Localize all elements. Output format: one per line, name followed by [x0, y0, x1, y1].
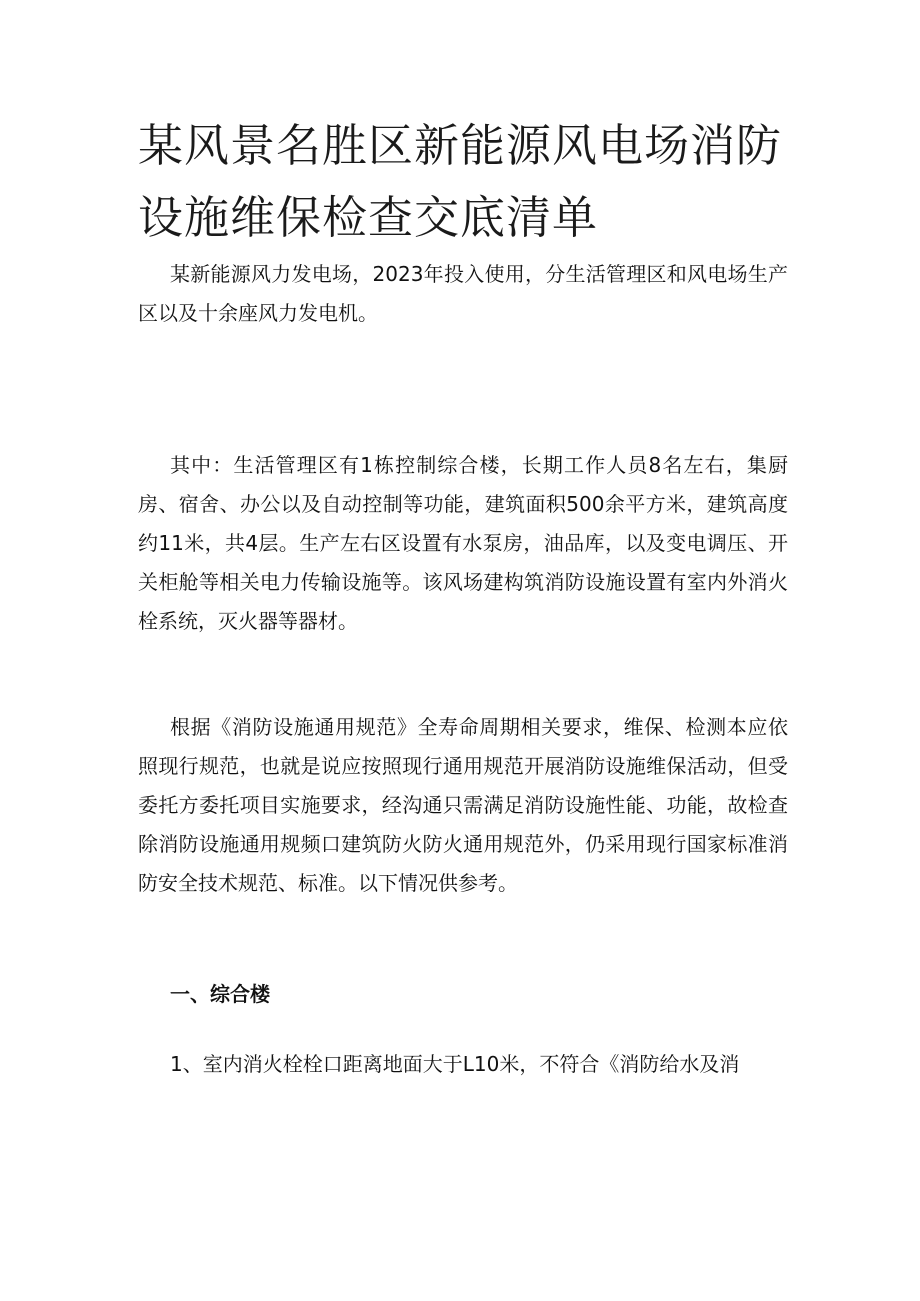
paragraph-facility-details: 其中：生活管理区有1栋控制综合楼，长期工作人员8名左右，集厨房、宿舍、办公以及自动控制等功能，建筑面积500余平方米，建筑高度约11米，共4层。生产左右区设置有水泵房，油品库，以及变电调压、开关柜舱等相关电力传输设施等。该风场建构筑消防设施设置有室内外消火栓系统，灭火器等器材。	[138, 453, 788, 633]
paragraph-intro: 某新能源风力发电场，2023年投入使用，分生活管理区和风电场生产区以及十余座风力发电机。	[138, 262, 788, 325]
document-title: 某风景名胜区新能源风电场消防设施维保检查交底清单	[138, 119, 783, 244]
paragraph-regulation-basis: 根据《消防设施通用规范》全寿命周期相关要求，维保、检测本应依照现行规范，也就是说应按照现行通用规范开展消防设施维保活动，但受委托方委托项目实施要求，经沟通只需满足消防设施性能、功能，故检查除消防设施通用规频口建筑防火防火通用规范外，仍采用现行国家标准消防安全技术规范、标准。以下情况供参考。	[138, 715, 788, 895]
section-heading: 一、综合楼	[170, 982, 270, 1006]
list-item: 1、室内消火栓栓口距离地面大于L10米，不符合《消防给水及消	[170, 1052, 740, 1076]
